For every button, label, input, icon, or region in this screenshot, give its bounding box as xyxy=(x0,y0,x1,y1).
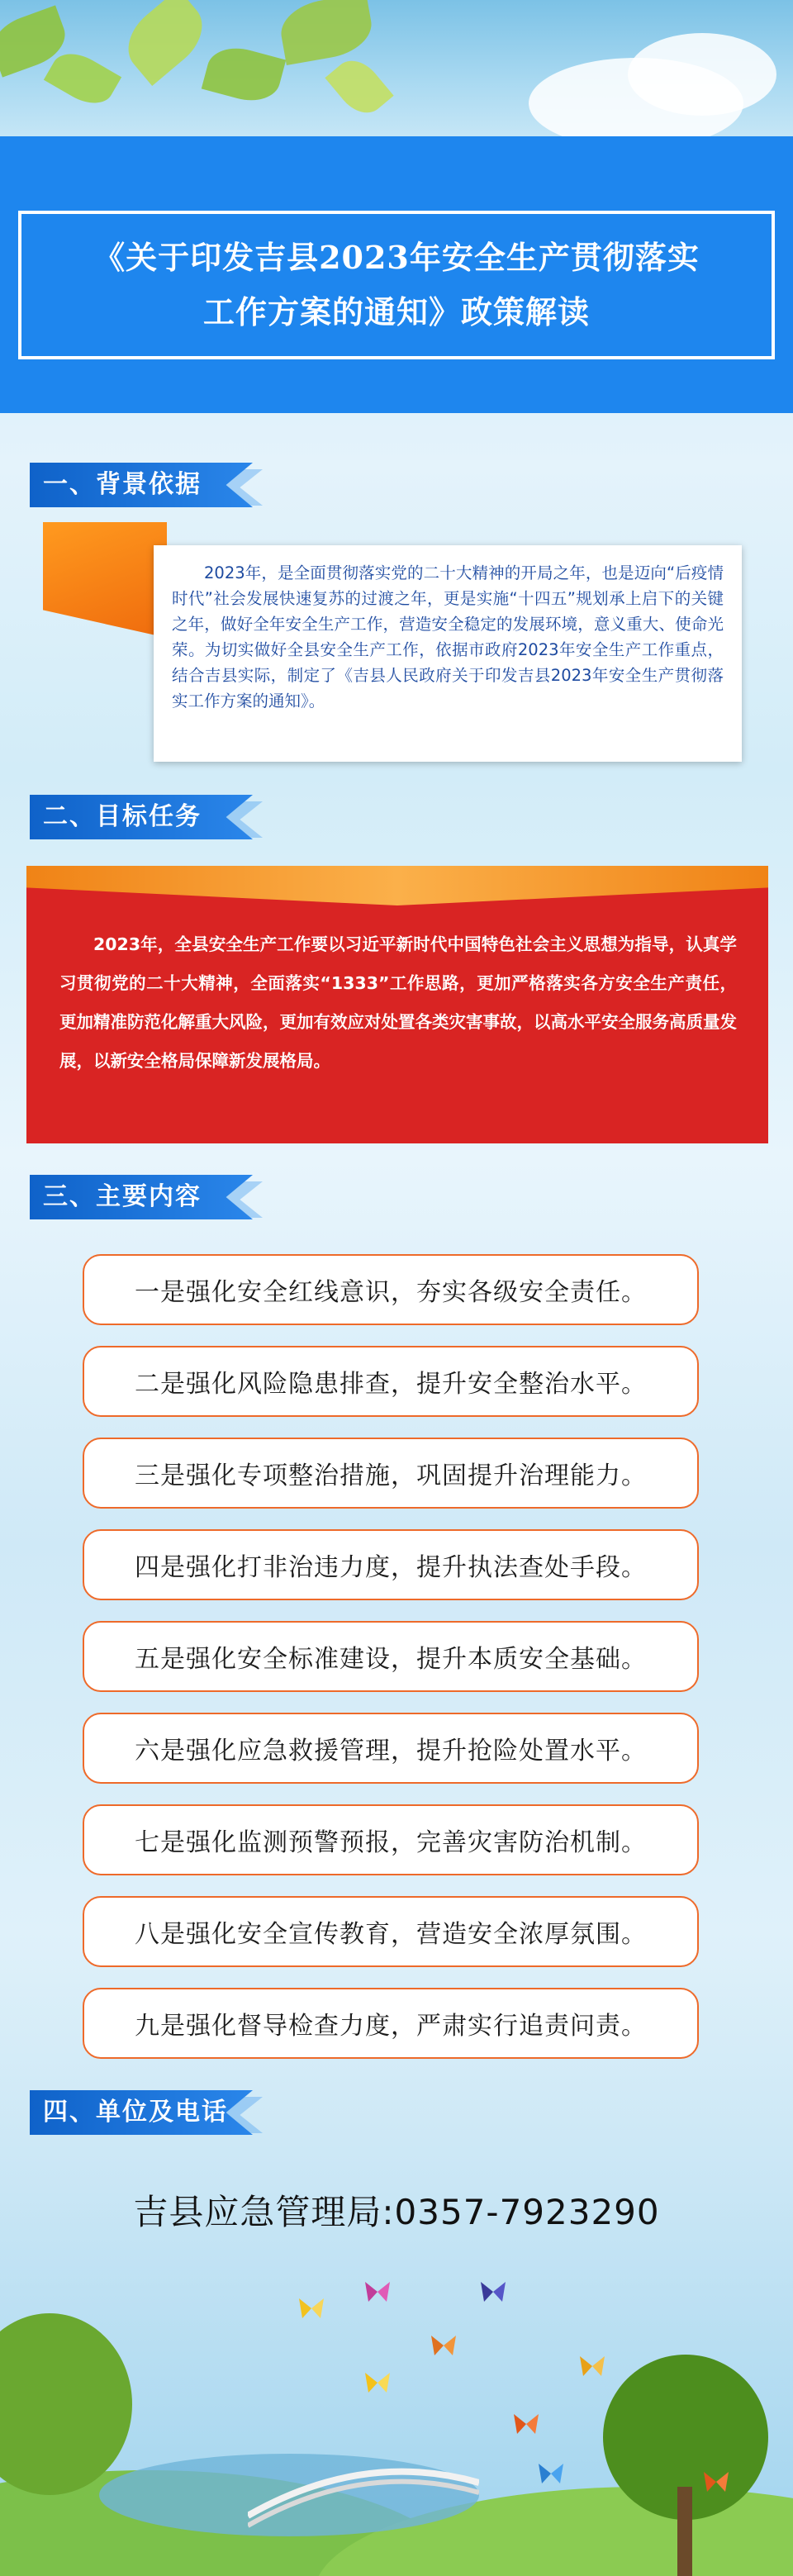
section-heading-background xyxy=(30,463,253,507)
goals-body-text: 2023年，全县安全生产工作要以习近平新时代中国特色社会主义思想为指导，认真学习贯彻党的二十大精神，全面落实“1333”工作思路，更加严格落实各方安全生产责任，更加精准防范化解重大风险，更加有效应对处置各类灾害事故，以高水平安全服务高质量发展，以新安全格局保障新发展格局。 xyxy=(59,934,737,1071)
background-body-text: 2023年，是全面贯彻落实党的二十大精神的开局之年，也是迈向“后疫情时代”社会发展快速复苏的过渡之年，更是实施“十四五”规划承上启下的关键之年，做好全年安全生产工作，营造安全稳定的发展环境，意义重大、使命光荣。为切实做好全县安全生产工作，依据市政府2023年安全生产工作重点，结合吉县实际，制定了《吉县人民政府关于印发吉县2023年安全生产贯彻落实工作方案的通知》。 xyxy=(172,563,724,711)
content-item-1: 一是强化安全红线意识，夯实各级安全责任。 xyxy=(83,1254,699,1325)
section-heading-goals xyxy=(30,795,253,839)
content-item-5: 五是强化安全标准建设，提升本质安全基础。 xyxy=(83,1621,699,1692)
butterfly-icon xyxy=(512,2412,540,2436)
section-heading-label: 一、背景依据 xyxy=(43,470,202,499)
section-heading-label: 二、目标任务 xyxy=(43,802,202,831)
content-item-6: 六是强化应急救援管理，提升抢险处置水平。 xyxy=(83,1713,699,1784)
leaf-icon xyxy=(202,40,286,107)
content-item-2: 二是强化风险隐患排查，提升安全整治水平。 xyxy=(83,1346,699,1417)
butterfly-icon xyxy=(430,2334,458,2357)
footer-scenery xyxy=(0,2264,793,2576)
goals-text-card xyxy=(26,866,768,1143)
butterfly-icon xyxy=(702,2470,730,2493)
header-scenery xyxy=(0,0,793,136)
goals-card-banner xyxy=(26,866,768,905)
page-title-line-2: 工作方案的通知》政策解读 xyxy=(202,293,590,330)
content-item-7: 七是强化监测预警预报，完善灾害防治机制。 xyxy=(83,1804,699,1875)
cloud-icon xyxy=(628,33,776,116)
section-heading-label: 三、主要内容 xyxy=(43,1182,202,1211)
leaf-icon xyxy=(44,44,121,112)
butterfly-icon xyxy=(479,2280,507,2303)
page-title xyxy=(18,211,775,359)
butterfly-icon xyxy=(537,2462,565,2485)
contact-phone: 吉县应急管理局:0357-7923290 xyxy=(133,2192,660,2232)
section-heading-contact xyxy=(30,2090,253,2135)
leaf-icon xyxy=(277,0,376,65)
leaf-icon xyxy=(325,51,393,122)
butterfly-icon xyxy=(297,2297,325,2320)
content-item-3: 三是强化专项整治措施，巩固提升治理能力。 xyxy=(83,1438,699,1509)
butterfly-icon xyxy=(578,2355,606,2378)
bridge-icon xyxy=(248,2433,479,2532)
leaf-icon xyxy=(115,0,216,86)
section-heading-label: 四、单位及电话 xyxy=(43,2098,228,2127)
butterfly-icon xyxy=(363,2280,392,2303)
content-item-4: 四是强化打非治违力度，提升执法查处手段。 xyxy=(83,1529,699,1600)
page-title-line-1: 《关于印发吉县2023年安全生产贯彻落实 xyxy=(93,239,700,276)
background-text-card xyxy=(154,545,742,762)
section-heading-content xyxy=(30,1175,253,1219)
butterfly-icon xyxy=(363,2371,392,2394)
tree-icon xyxy=(0,2313,132,2495)
content-item-8: 八是强化安全宣传教育，营造安全浓厚氛围。 xyxy=(83,1896,699,1967)
orange-ribbon-decoration xyxy=(43,522,167,638)
content-item-9: 九是强化督导检查力度，严肃实行追责问责。 xyxy=(83,1988,699,2059)
